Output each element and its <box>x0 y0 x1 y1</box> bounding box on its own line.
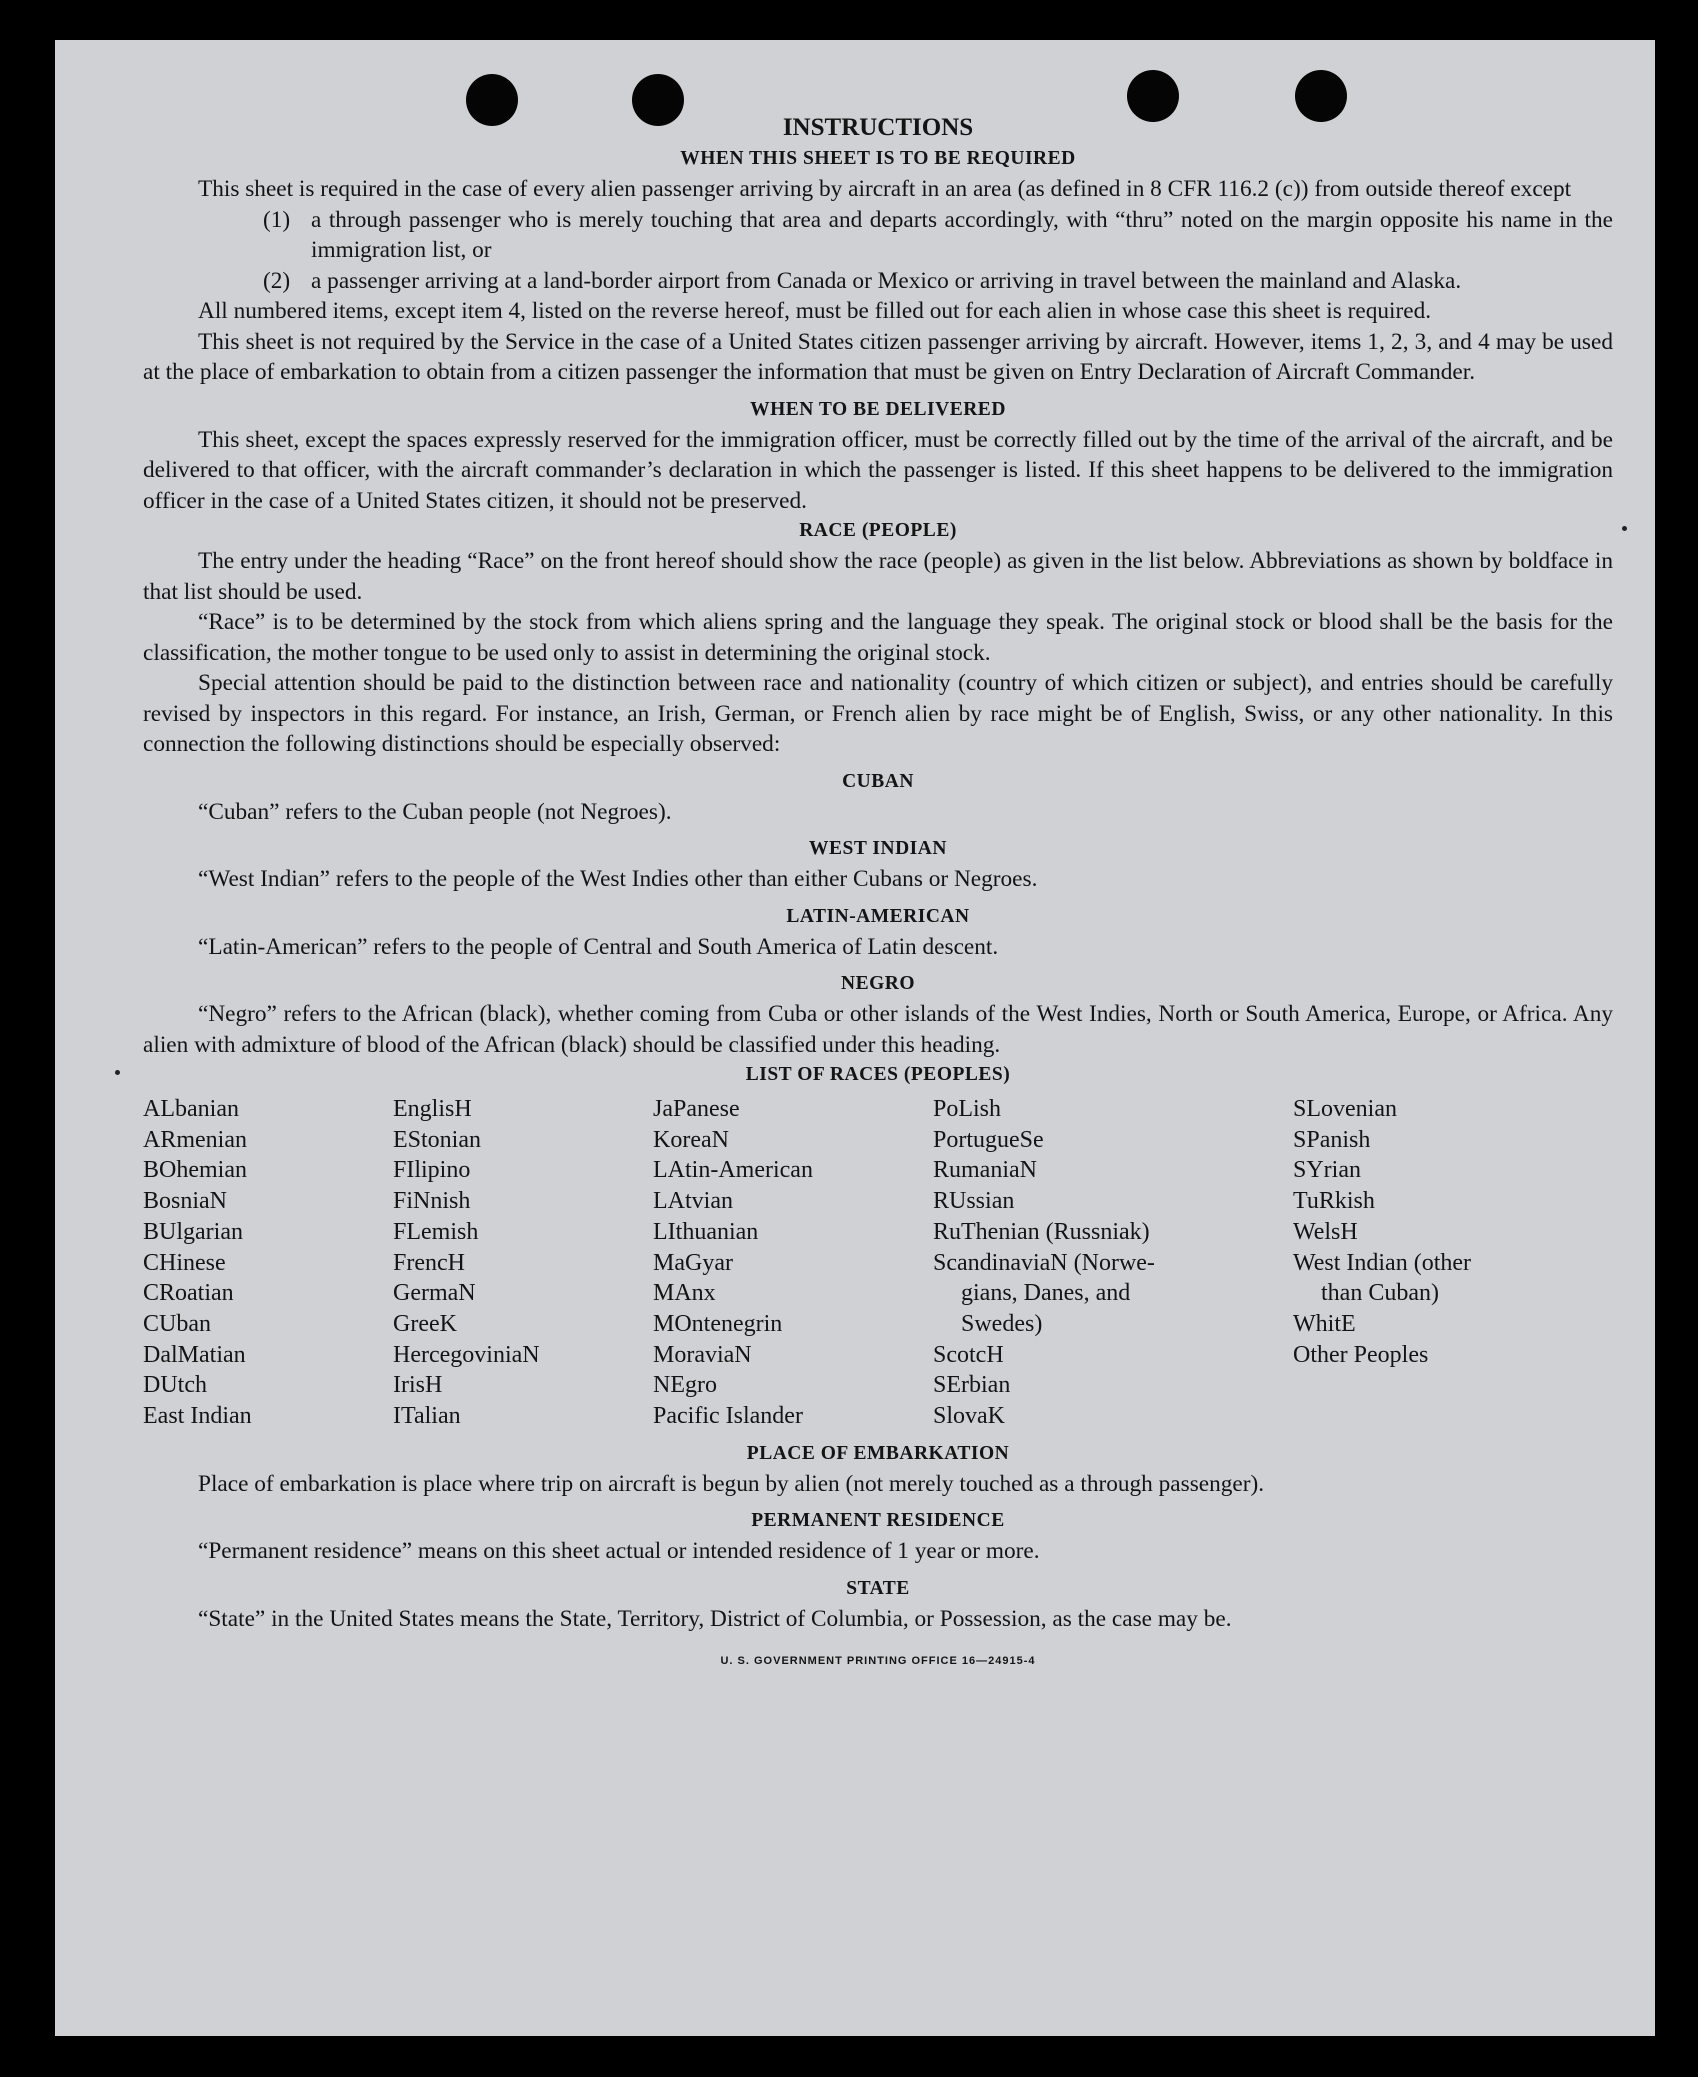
paragraph: “Permanent residence” means on this sheet actual or intended residence of 1 year or more. <box>198 1538 1040 1565</box>
race-entry: MaGyar <box>653 1249 733 1276</box>
race-entry: gians, Danes, and <box>961 1280 1131 1307</box>
speck <box>115 1070 120 1075</box>
race-entry: BosniaN <box>143 1188 227 1215</box>
race-entry: FIlipino <box>393 1157 471 1184</box>
race-entry: CRoatian <box>143 1280 234 1307</box>
race-entry: SPanish <box>1293 1126 1371 1153</box>
paragraph: This sheet is required in the case of every alien passenger arriving by aircraft in an area (as defined in 8 CFR 116.2 (c)) from outside thereof except <box>198 176 1572 202</box>
section-heading: WHEN TO BE DELIVERED <box>750 398 1006 420</box>
paragraph: “Cuban” refers to the Cuban people (not Negroes). <box>198 798 672 825</box>
race-entry: RUssian <box>933 1188 1015 1215</box>
item-number: (1) <box>263 206 291 233</box>
paragraph: This sheet is not required by the Service in the case of a United States citizen passenger arriving by aircraft. However, items 1, 2, 3, and 4 may be used at the place of embarkation to obtain from a citizen passenger the information that must be given on Entry Declaration of Aircraft Commander. <box>143 328 1613 385</box>
printer-imprint: U. S. GOVERNMENT PRINTING OFFICE 16—24915-4 <box>720 1655 1036 1668</box>
section-heading: RACE (PEOPLE) <box>799 520 957 541</box>
race-entry: TuRkish <box>1293 1188 1375 1215</box>
race-entry: GreeK <box>393 1310 457 1337</box>
race-entry: PoLish <box>933 1096 1002 1122</box>
race-entry: SlovaK <box>933 1403 1005 1430</box>
race-entry: Pacific Islander <box>653 1403 803 1430</box>
race-entry: FLemish <box>393 1218 479 1245</box>
race-entry: RuThenian (Russniak) <box>933 1218 1150 1245</box>
item-text: a passenger arriving at a land-border airport from Canada or Mexico or arriving in travel between the mainland and Alaska. <box>311 267 1462 294</box>
document-page <box>55 40 1655 2036</box>
race-entry: KoreaN <box>653 1126 729 1153</box>
section-heading: PLACE OF EMBARKATION <box>746 1442 1010 1464</box>
speck <box>1622 526 1627 531</box>
section-heading: NEGRO <box>840 973 915 994</box>
paragraph: All numbered items, except item 4, listed on the reverse hereof, must be filled out for each alien in whose case this sheet is required. <box>198 298 1432 324</box>
race-entry: ARmenian <box>143 1126 247 1153</box>
race-entry: than Cuban) <box>1321 1280 1439 1307</box>
race-column <box>393 1094 653 1432</box>
race-entry: ScotcH <box>933 1341 1004 1368</box>
race-entry: EnglisH <box>393 1096 472 1122</box>
page-title: INSTRUCTIONS <box>782 114 974 141</box>
section-heading: LIST OF RACES (PEOPLES) <box>745 1064 1011 1085</box>
list-item <box>143 205 1613 266</box>
race-entry: DalMatian <box>143 1341 246 1368</box>
race-column <box>933 1094 1293 1432</box>
section-heading: PERMANENT RESIDENCE <box>751 1510 1005 1532</box>
race-entry: West Indian (other <box>1293 1249 1472 1276</box>
race-entry: LAtvian <box>653 1188 733 1215</box>
race-entry: GermaN <box>393 1280 476 1307</box>
item-number: (2) <box>263 267 291 294</box>
paragraph: “West Indian” refers to the people of the West Indies other than either Cubans or Negroes. <box>198 866 1038 892</box>
race-column <box>653 1094 933 1432</box>
race-entry: MAnx <box>653 1280 716 1307</box>
list-item <box>143 266 1613 297</box>
race-entry: JaPanese <box>653 1096 740 1122</box>
race-list <box>143 1094 1613 1432</box>
race-entry: Other Peoples <box>1293 1341 1429 1368</box>
race-entry: ALbanian <box>143 1096 239 1122</box>
section-heading: WEST INDIAN <box>809 838 947 859</box>
paragraph: “Race” is to be determined by the stock from which aliens spring and the language they speak. The original stock or blood shall be the basis for the classification, the mother tongue to be used only to assist in determining the original stock. <box>143 609 1613 666</box>
race-entry: CHinese <box>143 1249 226 1276</box>
race-entry: WhitE <box>1293 1310 1356 1337</box>
race-entry: BUlgarian <box>143 1218 243 1245</box>
instructions-body <box>143 112 1613 1677</box>
race-entry: Swedes) <box>961 1310 1043 1337</box>
race-entry: ITalian <box>393 1403 461 1430</box>
race-entry: CUban <box>143 1310 211 1337</box>
race-entry: PortugueSe <box>933 1126 1044 1153</box>
race-entry: NEgro <box>653 1372 717 1399</box>
race-entry: EStonian <box>393 1126 481 1153</box>
race-entry: IrisH <box>393 1372 443 1399</box>
race-entry: LIthuanian <box>653 1218 759 1245</box>
paragraph: “State” in the United States means the State, Territory, District of Columbia, or Possession, as the case may be. <box>198 1605 1232 1632</box>
race-entry: WelsH <box>1293 1218 1358 1245</box>
race-entry: BOhemian <box>143 1157 247 1184</box>
section-heading: LATIN-AMERICAN <box>786 905 970 927</box>
race-entry: HercegoviniaN <box>393 1341 540 1368</box>
race-entry: SYrian <box>1293 1157 1361 1184</box>
race-entry: FiNnish <box>393 1188 471 1215</box>
race-column <box>143 1094 393 1432</box>
race-column <box>1293 1094 1613 1432</box>
section-heading: STATE <box>846 1577 910 1599</box>
paragraph: Place of embarkation is place where trip on aircraft is begun by alien (not merely touched as a through passenger). <box>198 1470 1265 1497</box>
race-entry: DUtch <box>143 1372 207 1399</box>
race-entry: LAtin-American <box>653 1157 813 1184</box>
paragraph: The entry under the heading “Race” on the front hereof should show the race (people) as given in the list below. Abbreviations as shown by boldface in that list should be used. <box>143 548 1613 605</box>
paragraph: “Latin-American” refers to the people of Central and South America of Latin descent. <box>198 933 999 960</box>
section-heading: WHEN THIS SHEET IS TO BE REQUIRED <box>680 148 1076 169</box>
race-entry: RumaniaN <box>933 1157 1037 1184</box>
item-text: a through passenger who is merely touching that area and departs accordingly, with “thru” noted on the margin opposite his name in the immigration list, or <box>311 206 1613 263</box>
section-heading: CUBAN <box>842 770 914 792</box>
paragraph: “Negro” refers to the African (black), whether coming from Cuba or other islands of the West Indies, North or South America, Europe, or Africa. Any alien with admixture of blood of the African (black) should be classified under this heading. <box>143 1001 1613 1058</box>
race-entry: SErbian <box>933 1372 1011 1399</box>
race-entry: MoraviaN <box>653 1341 752 1368</box>
race-entry: SLovenian <box>1293 1096 1397 1122</box>
paragraph: This sheet, except the spaces expressly reserved for the immigration officer, must be correctly filled out by the time of the arrival of the aircraft, and be delivered to that officer, with the aircraft commander’s declaration in which the passenger is listed. If this sheet happens to be delivered to the immigration officer in the case of a United States citizen, it should not be preserved. <box>143 426 1613 514</box>
paragraph: Special attention should be paid to the distinction between race and nationality (country of which citizen or subject), and entries should be carefully revised by inspectors in this regard. For instance, an Irish, German, or French alien by race might be of English, Swiss, or any other nationality. In this connection the following distinctions should be especially observed: <box>143 670 1613 757</box>
race-entry: FrencH <box>393 1249 465 1276</box>
race-entry: East Indian <box>143 1403 252 1430</box>
race-entry: ScandinaviaN (Norwe- <box>933 1249 1155 1276</box>
race-entry: MOntenegrin <box>653 1310 783 1337</box>
